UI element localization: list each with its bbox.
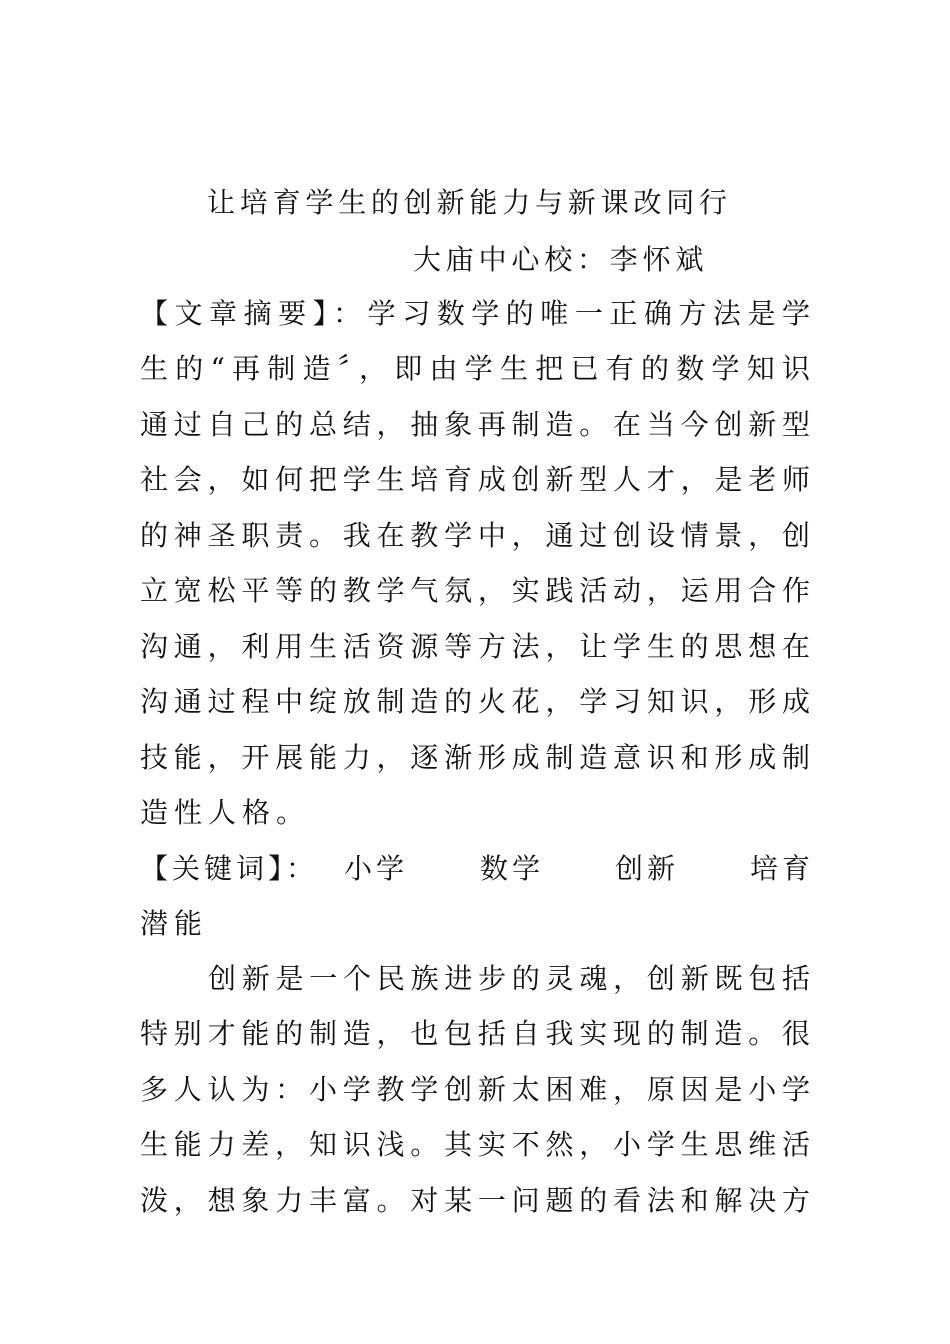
- keyword-item: 数学: [480, 852, 545, 885]
- keywords-row: [140, 849, 815, 889]
- abstract-line: 的神圣职责。我在教学中，通过创设情景，创: [140, 519, 810, 552]
- abstract-line: 沟通过程中绽放制造的火花，学习知识，形成: [140, 685, 810, 718]
- abstract-line: 沟通，利用生活资源等方法，让学生的思想在: [140, 630, 810, 663]
- keyword-item: 培育: [750, 852, 815, 885]
- keyword-item: 小学: [344, 852, 409, 885]
- paragraph-line: 泼，想象力丰富。对某一问题的看法和解决方: [140, 1184, 810, 1217]
- paragraph-line: 特别才能的制造，也包括自我实现的制造。很: [140, 1017, 810, 1050]
- keyword-item: 创新: [615, 852, 680, 885]
- keywords-label: 【关键词】：: [140, 852, 319, 885]
- abstract-line: 【文章摘要】：学习数学的唯一正确方法是学: [140, 297, 810, 330]
- abstract-line: 通过自己的总结，抽象再制造。在当今创新型: [140, 408, 810, 441]
- paragraph-line: 创新是一个民族进步的灵魂，创新既包括: [208, 962, 810, 995]
- abstract-line: 社会，如何把学生培育成创新型人才，是老师: [140, 463, 810, 496]
- abstract-line: 生的“再制造〞，即由学生把已有的数学知识: [140, 352, 810, 385]
- abstract-line: 立宽松平等的教学气氛，实践活动，运用合作: [140, 574, 810, 607]
- document-author: 大庙中心校：李怀斌: [413, 243, 709, 276]
- document-title: 让培育学生的创新能力与新课改同行: [207, 186, 732, 219]
- abstract-line: 技能，开展能力，逐渐形成制造意识和形成制: [140, 741, 810, 774]
- paragraph-line: 生能力差，知识浅。其实不然，小学生思维活: [140, 1128, 810, 1161]
- abstract-line: 造性人格。: [140, 796, 311, 829]
- paragraph-line: 多人认为：小学教学创新太困难，原因是小学: [140, 1073, 810, 1106]
- keyword-item: 潜能: [140, 907, 209, 940]
